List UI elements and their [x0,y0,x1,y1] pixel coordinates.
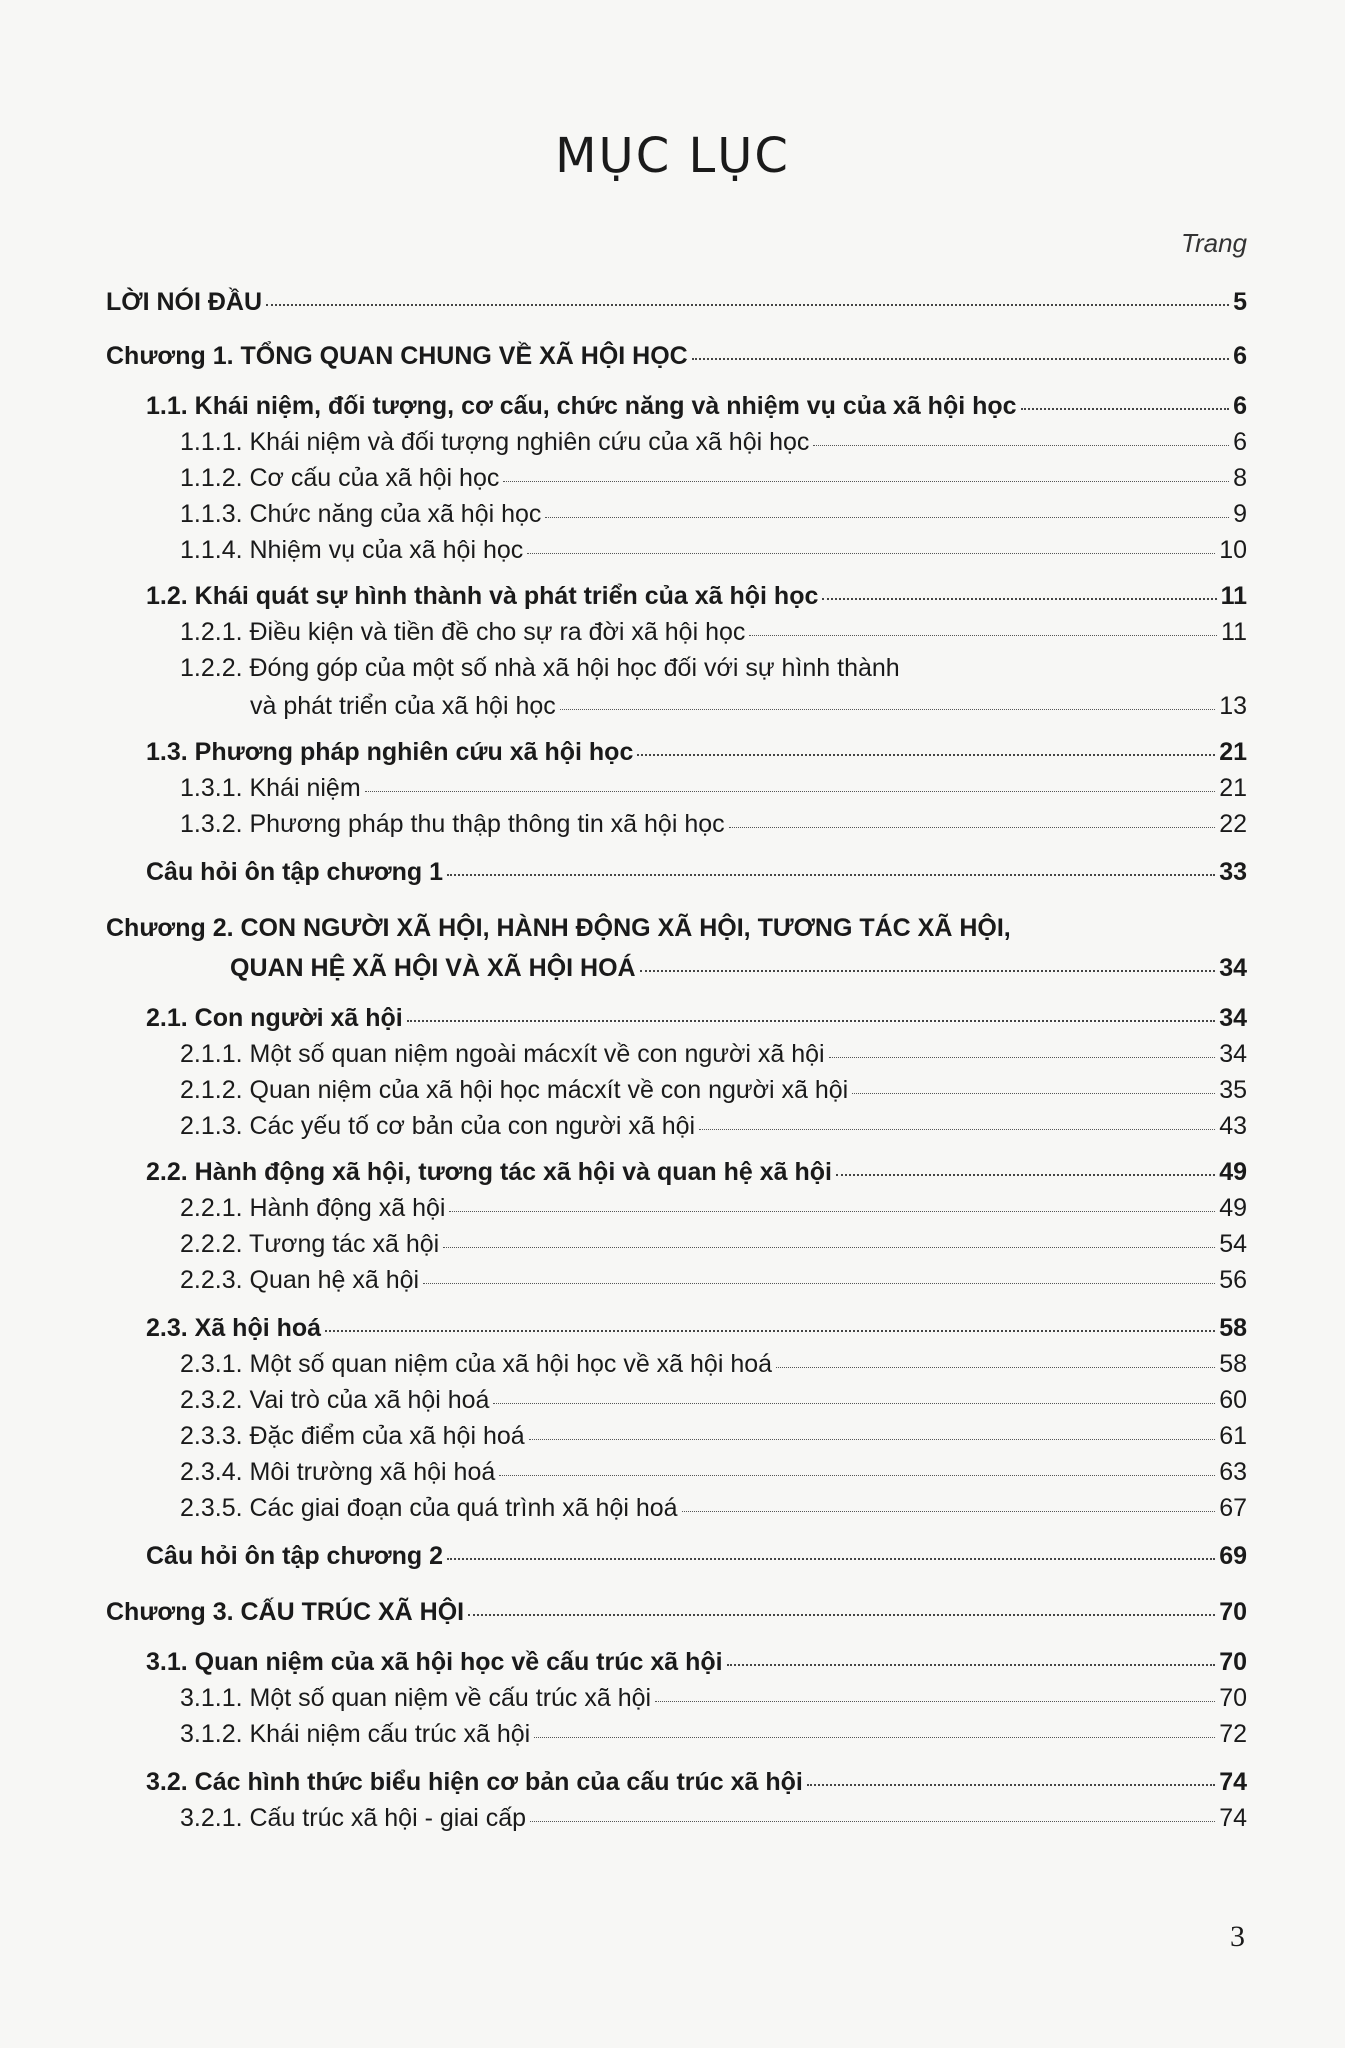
dot-leader [822,598,1216,600]
dot-leader [699,1129,1215,1130]
toc-entry-2-2-2[interactable]: 2.2.2. Tương tác xã hội 54 [180,1230,1247,1258]
page-number: 3 [1230,1920,1245,1953]
dot-leader [813,445,1229,446]
toc-entry-2-1-3[interactable]: 2.1.3. Các yếu tố cơ bản của con người xã hội 43 [180,1112,1247,1140]
dot-leader [530,1821,1215,1822]
dot-leader [545,517,1229,518]
toc-entry-chapter-2[interactable]: QUAN HỆ XÃ HỘI VÀ XÃ HỘI HOÁ 34 [230,954,1247,982]
dot-leader [266,304,1229,306]
dot-leader [640,970,1216,972]
dot-leader [493,1403,1215,1404]
dot-leader [449,1211,1215,1212]
dot-leader [560,709,1215,710]
dot-leader [529,1439,1216,1440]
dot-leader [836,1174,1215,1176]
dot-leader [776,1367,1215,1368]
toc-entry-section-2-1[interactable]: 2.1. Con người xã hội 34 [146,1004,1247,1032]
toc-entry-section-2-3[interactable]: 2.3. Xã hội hoá 58 [146,1314,1247,1342]
dot-leader [423,1283,1215,1284]
dot-leader [443,1247,1215,1248]
toc-entry-2-3-4[interactable]: 2.3.4. Môi trường xã hội hoá 63 [180,1458,1247,1486]
dot-leader [655,1701,1215,1702]
dot-leader [829,1057,1216,1058]
dot-leader [325,1330,1215,1332]
toc-entry-review-1[interactable]: Câu hỏi ôn tập chương 1 33 [146,858,1247,886]
dot-leader [749,635,1217,636]
dot-leader [499,1475,1215,1476]
toc-entry-review-2[interactable]: Câu hỏi ôn tập chương 2 69 [146,1542,1247,1570]
toc-entry-preface[interactable]: LỜI NÓI ĐẦU 5 [106,288,1247,316]
dot-leader [692,358,1229,360]
dot-leader [447,1558,1215,1560]
dot-leader [468,1614,1215,1616]
toc-entry-section-1-2[interactable]: 1.2. Khái quát sự hình thành và phát triển của xã hội học 11 [146,582,1247,610]
toc-entry-section-2-2[interactable]: 2.2. Hành động xã hội, tương tác xã hội và quan hệ xã hội 49 [146,1158,1247,1186]
toc-entry-2-1-1[interactable]: 2.1.1. Một số quan niệm ngoài mácxít về con người xã hội 34 [180,1040,1247,1068]
dot-leader [447,874,1215,876]
toc-entry-1-1-3[interactable]: 1.1.3. Chức năng của xã hội học 9 [180,500,1247,528]
toc-entry-2-2-1[interactable]: 2.2.1. Hành động xã hội 49 [180,1194,1247,1222]
toc-entry-1-2-2[interactable]: và phát triển của xã hội học 13 [250,692,1247,720]
toc-entry-1-1-4[interactable]: 1.1.4. Nhiệm vụ của xã hội học 10 [180,536,1247,564]
dot-leader [807,1784,1215,1786]
dot-leader [1021,408,1230,410]
toc-entry-chapter-1[interactable]: Chương 1. TỔNG QUAN CHUNG VỀ XÃ HỘI HỌC 6 [106,342,1247,370]
dot-leader [637,754,1215,756]
toc-entry-2-3-2[interactable]: 2.3.2. Vai trò của xã hội hoá 60 [180,1386,1247,1414]
toc-entry-section-3-1[interactable]: 3.1. Quan niệm của xã hội học về cấu trúc xã hội 70 [146,1648,1247,1676]
dot-leader [527,553,1215,554]
toc-entry-3-2-1[interactable]: 3.2.1. Cấu trúc xã hội - giai cấp 74 [180,1804,1247,1832]
dot-leader [682,1511,1216,1512]
toc-entry-1-2-1[interactable]: 1.2.1. Điều kiện và tiền đề cho sự ra đời xã hội học 11 [180,618,1247,646]
dot-leader [852,1093,1215,1094]
dot-leader [365,791,1216,792]
toc-entry-3-1-1[interactable]: 3.1.1. Một số quan niệm về cấu trúc xã hội 70 [180,1684,1247,1712]
toc-entry-1-2-2-line1[interactable]: 1.2.2. Đóng góp của một số nhà xã hội học đối với sự hình thành [180,654,900,682]
dot-leader [503,481,1229,482]
toc-entry-2-2-3[interactable]: 2.2.3. Quan hệ xã hội 56 [180,1266,1247,1294]
toc-entry-1-1-1[interactable]: 1.1.1. Khái niệm và đối tượng nghiên cứu của xã hội học 6 [180,428,1247,456]
toc-entry-chapter-2-line1[interactable]: Chương 2. CON NGƯỜI XÃ HỘI, HÀNH ĐỘNG XÃ HỘI, TƯƠNG TÁC XÃ HỘI, [106,914,1011,942]
page-title: MỤC LỤC [555,128,790,184]
toc-entry-2-1-2[interactable]: 2.1.2. Quan niệm của xã hội học mácxít về con người xã hội 35 [180,1076,1247,1104]
toc-entry-2-3-1[interactable]: 2.3.1. Một số quan niệm của xã hội học về xã hội hoá 58 [180,1350,1247,1378]
toc-entry-1-3-1[interactable]: 1.3.1. Khái niệm 21 [180,774,1247,802]
page-column-label: Trang [1181,228,1247,258]
toc-entry-chapter-3[interactable]: Chương 3. CẤU TRÚC XÃ HỘI 70 [106,1598,1247,1626]
toc-entry-section-1-3[interactable]: 1.3. Phương pháp nghiên cứu xã hội học 21 [146,738,1247,766]
dot-leader [534,1737,1215,1738]
toc-entry-3-1-2[interactable]: 3.1.2. Khái niệm cấu trúc xã hội 72 [180,1720,1247,1748]
toc-entry-section-3-2[interactable]: 3.2. Các hình thức biểu hiện cơ bản của cấu trúc xã hội 74 [146,1768,1247,1796]
dot-leader [407,1020,1215,1022]
toc-entry-2-3-3[interactable]: 2.3.3. Đặc điểm của xã hội hoá 61 [180,1422,1247,1450]
toc-entry-1-3-2[interactable]: 1.3.2. Phương pháp thu thập thông tin xã hội học 22 [180,810,1247,838]
dot-leader [727,1664,1216,1666]
toc-entry-2-3-5[interactable]: 2.3.5. Các giai đoạn của quá trình xã hội hoá 67 [180,1494,1247,1522]
dot-leader [729,827,1216,828]
toc-entry-section-1-1[interactable]: 1.1. Khái niệm, đối tượng, cơ cấu, chức năng và nhiệm vụ của xã hội học 6 [146,392,1247,420]
toc-entry-1-1-2[interactable]: 1.1.2. Cơ cấu của xã hội học 8 [180,464,1247,492]
